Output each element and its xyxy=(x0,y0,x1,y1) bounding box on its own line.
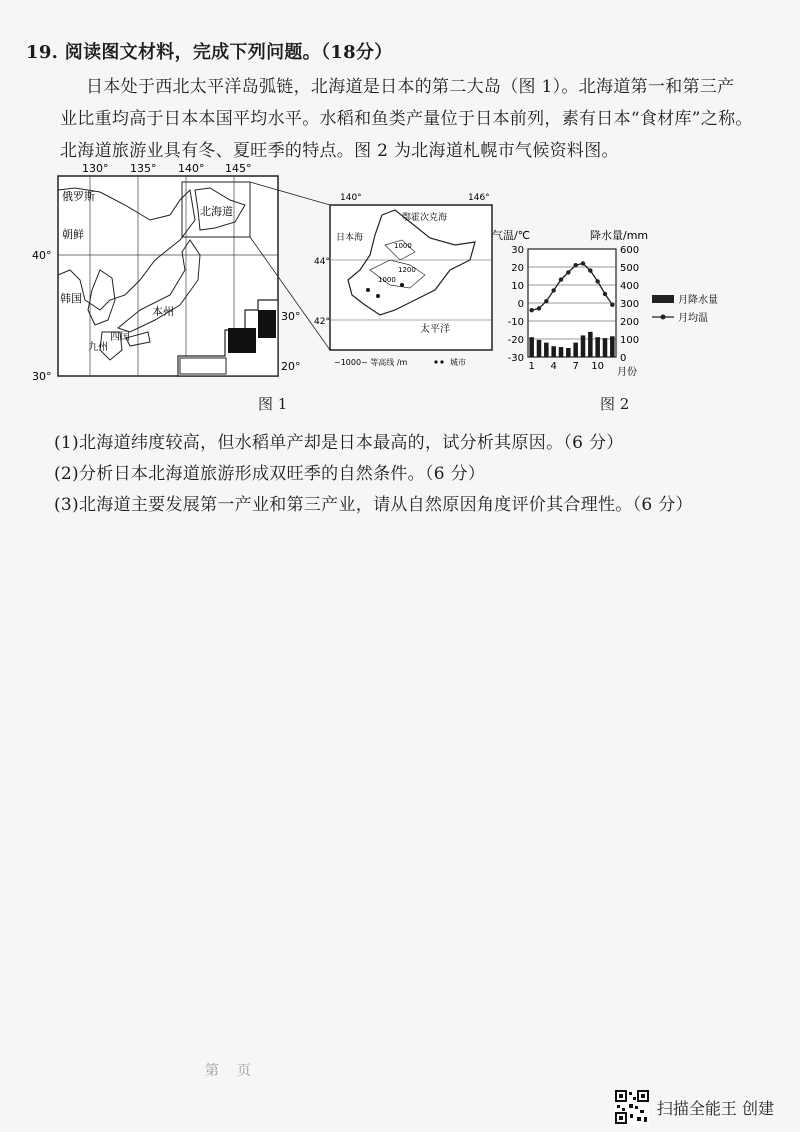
material-paragraph-line-3: 北海道旅游业具有冬、夏旺季的特点。图 2 为北海道札幌市气候资料图。 xyxy=(60,141,619,161)
fig2-left-tick-label: 20 xyxy=(511,263,524,274)
fig1-lon-130: 130° xyxy=(82,162,109,175)
fig2-right-tick-label: 300 xyxy=(620,299,640,310)
fig2-precip-bar xyxy=(544,343,549,357)
fig1-label-honshu: 本州 xyxy=(152,305,174,318)
inset-label-sea-of-japan: 日本海 xyxy=(336,233,364,243)
inset-lat-42: 42° xyxy=(314,317,330,327)
fig2-precip-bar xyxy=(581,335,586,357)
fig2-left-tick-label: 30 xyxy=(511,245,524,256)
fig2-precip-bar xyxy=(537,340,542,357)
subquestion-1: (1)北海道纬度较高，但水稻单产却是日本最高的，试分析其原因。（6 分） xyxy=(54,433,624,453)
fig2-temp-point xyxy=(537,306,541,310)
fig2-temp-point xyxy=(529,308,533,312)
inset-contour-1: 1000 xyxy=(394,242,412,250)
figure2-climate-chart xyxy=(490,225,740,385)
fig2-temp-point xyxy=(588,268,592,272)
inset-contour-2: 1000 xyxy=(378,276,396,284)
fig2-x-tick-label: 4 xyxy=(550,361,557,372)
fig1-right-lat-30: 30° xyxy=(281,310,301,323)
fig2-precip-bar xyxy=(573,343,578,357)
material-paragraph-line-2: 业比重均高于日本本国平均水平。水稻和鱼类产量位于日本前列，素有日本“食材库”之称。 xyxy=(60,109,753,129)
fig2-temp-point xyxy=(581,261,585,265)
fig2-right-tick-label: 100 xyxy=(620,335,640,346)
watermark-text: 扫描全能王 创建 xyxy=(656,1098,774,1118)
fig2-left-tick-label: -20 xyxy=(507,335,524,346)
fig1-label-south-korea: 韩国 xyxy=(60,292,82,305)
fig2-right-tick-label: 600 xyxy=(620,245,640,256)
inset-legend-city: 城市 xyxy=(450,358,466,367)
fig2-precip-bar xyxy=(588,332,593,357)
inset-label-pacific: 太平洋 xyxy=(420,324,450,335)
fig2-legend-precip: 月降水量 xyxy=(678,295,718,306)
fig2-left-tick-label: -30 xyxy=(507,353,524,364)
fig2-x-tick-label: 1 xyxy=(528,361,535,372)
subquestion-2: (2)分析日本北海道旅游形成双旺季的自然条件。（6 分） xyxy=(54,464,486,484)
fig2-precip-bar xyxy=(566,348,571,357)
fig2-right-tick-label: 200 xyxy=(620,317,640,328)
subquestion-3: (3)北海道主要发展第一产业和第三产业，请从自然原因角度评价其合理性。（6 分） xyxy=(54,495,693,515)
fig2-temp-point xyxy=(559,277,563,281)
inset-lat-44: 44° xyxy=(314,257,330,267)
fig2-precip-bar xyxy=(603,338,608,357)
fig2-precip-bar xyxy=(610,336,615,357)
figure1-caption: 图 1 xyxy=(258,395,288,413)
fig2-left-axis-title: 气温/℃ xyxy=(492,229,531,242)
inset-label-okhotsk: 鄂霍次克海 xyxy=(402,213,448,223)
fig2-right-tick-label: 500 xyxy=(620,263,640,274)
qr-code-icon xyxy=(615,1090,649,1124)
fig2-legend-precip-swatch xyxy=(652,295,674,303)
figure2-caption: 图 2 xyxy=(600,395,630,413)
fig1-right-lat-20: 20° xyxy=(281,360,301,373)
fig2-temp-point xyxy=(603,292,607,296)
fig1-lon-145: 145° xyxy=(225,162,252,175)
inset-lon-140: 140° xyxy=(340,193,362,203)
fig2-precip-bar xyxy=(551,346,556,357)
fig2-temp-point xyxy=(573,263,577,267)
fig2-precip-bar xyxy=(529,337,534,357)
fig2-temp-point xyxy=(610,303,614,307)
fig1-label-kyushu: 九州 xyxy=(88,342,108,353)
fig1-label-shikoku: 四国 xyxy=(110,332,130,343)
inset-contour-3: 1200 xyxy=(398,266,416,274)
inset-lon-146: 146° xyxy=(468,193,490,203)
scanner-watermark xyxy=(615,1090,774,1124)
fig2-temp-point xyxy=(551,288,555,292)
fig2-right-tick-label: 400 xyxy=(620,281,640,292)
fig2-left-tick-label: 10 xyxy=(511,281,524,292)
fig2-x-tick-label: 7 xyxy=(572,361,579,372)
footer-faint-text: 第 页 xyxy=(205,1063,253,1079)
fig1-label-hokkaido: 北海道 xyxy=(200,205,233,218)
material-paragraph-line-1: 日本处于西北太平洋岛弧链，北海道是日本的第二大岛（图 1）。北海道第一和第三产 xyxy=(86,77,735,97)
fig1-lat-30: 30° xyxy=(32,370,52,383)
fig1-label-north-korea: 朝鲜 xyxy=(62,228,84,241)
fig1-lat-40: 40° xyxy=(32,249,52,262)
fig2-right-axis-title: 降水量/mm xyxy=(590,229,649,242)
inset-frame xyxy=(330,205,492,350)
fig2-left-tick-label: 0 xyxy=(517,299,524,310)
fig1-lon-135: 135° xyxy=(130,162,157,175)
fig2-temp-point xyxy=(595,279,599,283)
fig1-label-russia: 俄罗斯 xyxy=(62,190,95,203)
fig2-legend-temp: 月均温 xyxy=(678,313,708,324)
fig2-x-unit: 月份 xyxy=(617,367,637,378)
fig2-left-tick-label: -10 xyxy=(507,317,524,328)
fig2-precip-bar xyxy=(559,347,564,357)
fig2-x-tick-label: 10 xyxy=(591,361,605,372)
fig2-right-tick-label: 0 xyxy=(620,353,627,364)
inset-legend-contour: ~1000~ 等高线 /m xyxy=(334,358,408,367)
question-title: 19. 阅读图文材料，完成下列问题。（18分） xyxy=(26,42,393,63)
fig1-lon-140: 140° xyxy=(178,162,205,175)
fig2-temp-point xyxy=(544,299,548,303)
fig2-temp-point xyxy=(566,270,570,274)
fig2-precip-bar xyxy=(595,337,600,357)
figure1-map xyxy=(30,160,500,392)
